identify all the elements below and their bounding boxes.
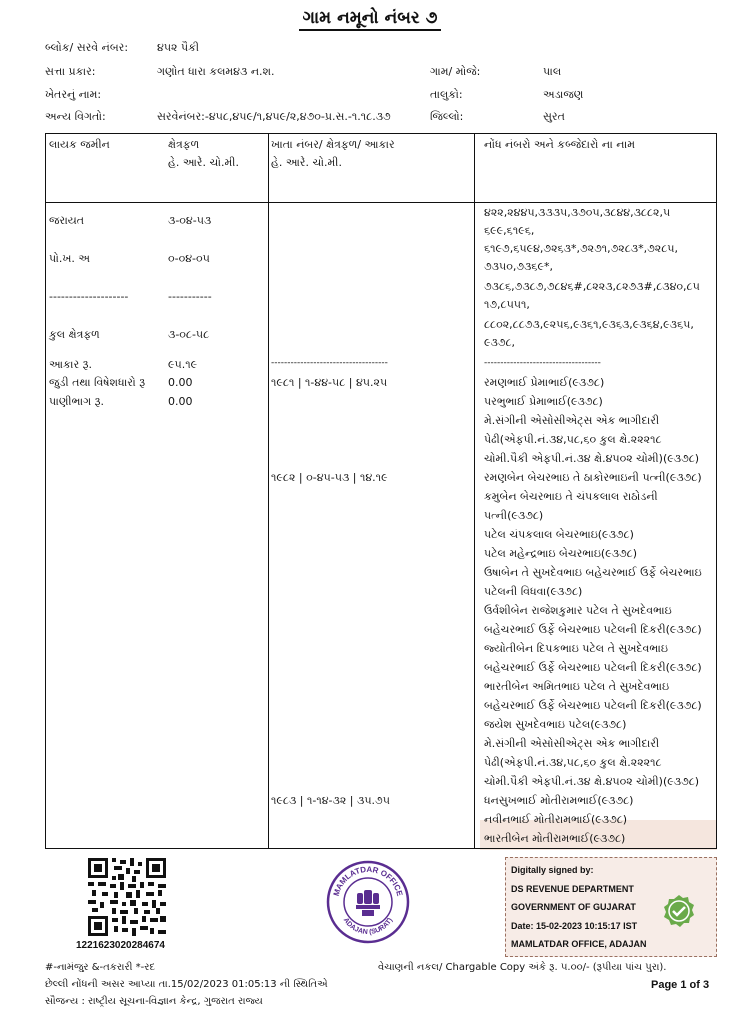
land-value: ૩-૦૪-૫૩ xyxy=(168,214,212,227)
owner-line: બહેચરભાઈ ઉર્ફે બેચરભાઇ પટેલની દિકરી(૯૩૭૮) xyxy=(484,661,702,674)
khata-entry: ૧૯૮૩ | ૧-૧૪-૩૨ | ૩૫.૭૫ xyxy=(271,794,390,807)
col-header-entries: નોંધ નંબરો અને કબ્જેદારો ના નામ xyxy=(484,138,635,151)
owner-line: ચોમી.પૈકી એફપી.નં.૩૪ ક્ષે.૪૫૦૨ ચોમી)(૯૩૭૮) xyxy=(484,775,700,788)
mutation-line: ૧૭,૮૫૫૧, xyxy=(484,298,530,311)
header-divider xyxy=(46,202,716,203)
owner-line: પત્ની(૯૩૭૮) xyxy=(484,509,544,522)
owner-line: પટેલ ચંપકલાલ બેચરભાઇ(૯૩૭૮) xyxy=(484,528,634,541)
col-header-land: લાયક જમીન xyxy=(49,138,110,151)
mutation-line: ૭૩૫૦,૭૩૬૯*, xyxy=(484,260,553,273)
other-value: સરવેનંબર:-૪૫૮,૪૫૯/૧,૪૫૯/૨,૪૭૦-પ્ર.સ.-૧.૧૮.૩૭ xyxy=(157,110,391,123)
qr-code-icon xyxy=(88,858,166,936)
mutation-line: ૮૮૦૨,૮૮૭૩,૯૨૫૬,૯૩૬૧,૯૩૬૩,૯૩૬૪,૯૩૬૫, xyxy=(484,318,694,331)
seal-bottom-text: ADAJAN (SURAT) xyxy=(341,916,395,937)
owner-line: પરભુભાઈ પ્રેમાભાઈ(૯૩૭૮) xyxy=(484,395,603,408)
owner-line: પેઢી(એફપી.નં.૩૪,૫૮,૬૦ કુલ ક્ષે.૨૨૨૧૮ xyxy=(484,756,662,769)
effect-note: છેલ્લી નોંધની અસર આપ્યા તા.15/02/2023 01:05:13 ની સ્થિતિએ xyxy=(45,979,328,990)
land-label: જુડી તથા વિષેશધારો રૂ xyxy=(49,376,146,389)
owner-line: ધનસુખભાઈ મોતીરામભાઈ(૯૩૭૮) xyxy=(484,794,634,807)
owner-line: ઉર્વશીબેન રાજેશકુમાર પટેલ તે સુખદેવભાઇ xyxy=(484,604,672,617)
land-separator: -------------------- xyxy=(49,290,129,303)
tenure-value: ગણોત ધારા કલમ૪૩ ન.શ. xyxy=(157,65,275,78)
col-header-area: ક્ષેત્રફળ xyxy=(168,138,200,151)
owner-line: મે.સંગીની એસોસીએટ્સ એક ભાગીદારી xyxy=(484,737,660,750)
land-value: ૦-૦૪-૦૫ xyxy=(168,252,210,265)
land-label: આકાર રૂ. xyxy=(49,358,92,371)
mamlatdar-seal-icon xyxy=(326,860,410,944)
district-label: જિલ્લો: xyxy=(430,110,464,123)
land-label: જરાયત xyxy=(49,214,85,227)
owner-line: પેઢી(એફપી.નં.૩૪,૫૮,૬૦ કુલ ક્ષે.૨૨૨૧૮ xyxy=(484,433,662,446)
col-header-khata: ખાતા નંબર/ ક્ષેત્રફળ/ આકાર xyxy=(271,138,395,151)
field-name-label: ખેતરનું નામ: xyxy=(45,88,102,101)
survey-label: બ્લોક/ સરવે નંબર: xyxy=(45,41,129,54)
signature-line: Date: 15-02-2023 10:15:17 IST xyxy=(511,921,638,931)
land-label: કુલ ક્ષેત્રફળ xyxy=(49,328,100,341)
legend: #-નામંજુર &-તકરારી *-રદ xyxy=(45,962,156,973)
owner-line: બહેચરભાઈ ઉર્ફે બેચરભાઇ પટેલની દિકરી(૯૩૭૮) xyxy=(484,699,702,712)
signature-line: Digitally signed by: xyxy=(511,865,594,875)
owner-line: ઉષાબેન તે સુખદેવભાઇ બહેચરભાઈ ઉર્ફે બેચરભાઇ xyxy=(484,566,702,579)
mutation-line: ૬૧૯૭,૬૫૯૪,૭૨૬૩*,૭૨૭૧,૭૨૮૩*,૭૨૮૫, xyxy=(484,242,678,255)
land-value: 0.00 xyxy=(168,395,193,408)
document-title: ગામ નમૂનો નંબર ૭ xyxy=(0,8,740,28)
owner-line: પટેલની વિધવા(૯૩૭૮) xyxy=(484,585,583,598)
taluka-label: તાલુકો: xyxy=(430,88,463,101)
signature-line: GOVERNMENT OF GUJARAT xyxy=(511,902,636,912)
taluka-value: અડાજણ xyxy=(543,88,584,101)
khata-entry: ૧૯૮૨ | ૦-૪૫-૫૩ | ૧૪.૧૯ xyxy=(271,471,388,484)
owner-line: ભારતીબેન મોતીરામભાઈ(૯૩૭૮) xyxy=(484,832,626,845)
owner-line: જ્યોતીબેન દિપકભાઇ પટેલ તે સુખદેવભાઇ xyxy=(484,642,668,655)
land-label: પાણીભાગ રૂ. xyxy=(49,395,104,408)
khata-separator: ------------------------------------ xyxy=(271,358,388,368)
digital-signature-box xyxy=(505,857,717,957)
owner-line: મે.સંગીની એસોસીએટ્સ એક ભાગીદારી xyxy=(484,414,660,427)
owner-line: બહેચરભાઈ ઉર્ફે બેચરભાઇ પટેલની દિકરી(૯૩૭૮) xyxy=(484,623,702,636)
owner-line: ભારતીબેન અમિતભાઇ પટેલ તે સુખદેવભાઇ xyxy=(484,680,670,693)
signature-line: DS REVENUE DEPARTMENT xyxy=(511,884,634,894)
mutation-line: ૪૨૨,૨૪૪૫,૩૩૩૫,૩૭૦૫,૩૮૪૪,૩૮૮૨,૫ xyxy=(484,206,671,219)
village-value: પાલ xyxy=(543,65,562,78)
land-separator: ----------- xyxy=(168,290,212,303)
qr-number: 1221623020284674 xyxy=(76,940,165,951)
owner-line: રમણબેન બેચરભાઇ તે ઠાકોરભાઇની પત્ની(૯૩૭૮) xyxy=(484,471,702,484)
survey-value: ૪૫૨ પૈકી xyxy=(157,41,200,54)
khata-entry: ૧૯૮૧ | ૧-૪૪-૫૮ | ૪૫.૨૫ xyxy=(271,376,388,389)
other-label: અન્ય વિગતો: xyxy=(45,110,106,123)
owner-line: નવીનભાઈ મોતીરામભાઈ(૯૩૭૮) xyxy=(484,813,628,826)
mutation-line: ૬૯૯,૬૧૯૬, xyxy=(484,224,535,237)
signature-line: MAMLATDAR OFFICE, ADAJAN xyxy=(511,939,647,949)
district-value: સુરત xyxy=(543,110,565,123)
owner-line: ચોમી.પૈકી એફપી.નં.૩૪ ક્ષે.૪૫૦૨ ચોમી)(૯૩૭૮) xyxy=(484,452,700,465)
column-divider xyxy=(268,134,269,848)
col-header-khata-unit: હે. આરે. ચો.મી. xyxy=(271,156,342,169)
land-record-table xyxy=(45,133,717,849)
land-value: 0.00 xyxy=(168,376,193,389)
village-label: ગામ/ મોજે: xyxy=(430,65,481,78)
verified-check-icon xyxy=(662,894,696,928)
credit: સૌજન્ય : રાષ્ટ્રીય સૂચના-વિજ્ઞાન કેન્દ્ર, ગુજરાત રાજ્ય xyxy=(45,996,263,1007)
land-value: ૯૫.૧૯ xyxy=(168,358,198,371)
column-divider xyxy=(474,134,475,848)
seal-top-text: MAMLATDAR OFFICE xyxy=(331,864,405,898)
owner-line: પટેલ મહેન્દ્રભાઇ બેચરભાઇ(૯૩૭૮) xyxy=(484,547,638,560)
land-value: ૩-૦૮-૫૮ xyxy=(168,328,210,341)
owner-line: જયેશ સુખદેવભાઇ પટેલ(૯૩૭૮) xyxy=(484,718,627,731)
copy-note: વેચાણની નકલ/ Chargable Copy અંકે રૂ. ૫.૦૦/- (રૂપીયા પાંચ પુરા). xyxy=(378,962,667,973)
page-number: Page 1 of 3 xyxy=(651,979,710,991)
col-header-area-unit: હે. આરે. ચો.મી. xyxy=(168,156,239,169)
owner-separator: ------------------------------------ xyxy=(484,358,601,368)
owner-line: રમણભાઈ પ્રેમાભાઈ(૯૩૭૮) xyxy=(484,376,605,389)
owner-line: કમુબેન બેચરભાઇ તે ચંપકલાલ રાઠોડની xyxy=(484,490,658,503)
mutation-line: ૯૩૭૮, xyxy=(484,336,516,349)
land-label: પો.ખ. અ xyxy=(49,252,91,265)
tenure-label: સત્તા પ્રકાર: xyxy=(45,65,96,78)
mutation-line: ૭૩૮૬,૭૩૮૭,૭૮૪૬#,૮૨૨૩,૮૨૭૩#,૮૩૪૦,૮૫ xyxy=(484,280,700,293)
